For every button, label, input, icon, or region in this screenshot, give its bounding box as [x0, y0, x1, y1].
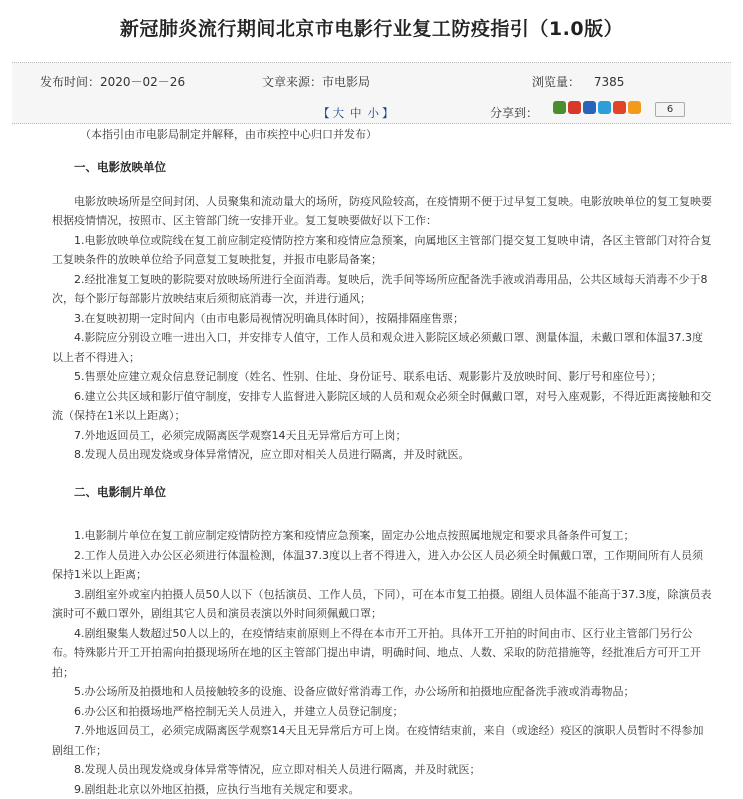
font-size-medium-button[interactable]: 中	[350, 106, 362, 120]
bracket-close: 】	[382, 106, 394, 120]
kaixin-icon[interactable]	[598, 101, 611, 114]
paragraph: 1.电影放映单位或院线在复工前应制定疫情防控方案和疫情应急预案，向属地区主管部门提交复工复映申请，各区主管部门对符合复工复映条件的放映单位给予同意复工复映批复，并报市电影局备案；	[52, 231, 712, 270]
paragraph: 2.工作人员进入办公区必须进行体温检测，体温37.3度以上者不得进入，进入办公区人员必须全时佩戴口罩，工作期间所有人员须保持1米以上距离；	[52, 546, 712, 585]
view-count	[532, 73, 624, 90]
paragraph: 7.外地返回员工，必须完成隔离医学观察14天且无异常后方可上岗；	[52, 426, 712, 446]
paragraph: 3.剧组室外或室内拍摄人员50人以下（包括演员、工作人员，下同），可在本市复工拍摄。剧组人员体温不能高于37.3度，除演员表演时可不戴口罩外，剧组其它人员和演员表演以外时间须佩戴口罩；	[52, 585, 712, 624]
article-note: （本指引由市电影局制定并解释，由市疾控中心归口并发布）	[80, 126, 377, 142]
paragraph: 9.剧组赴北京以外地区拍摄，应执行当地有关规定和要求。	[52, 780, 712, 799]
section-heading: 二、电影制片单位	[52, 483, 712, 503]
paragraph: 1.电影制片单位在复工前应制定疫情防控方案和疫情应急预案，固定办公地点按照属地规定和要求具备条件可复工；	[52, 526, 712, 546]
renren-icon[interactable]	[583, 101, 596, 114]
article-body	[52, 158, 712, 799]
publish-date: 发布时间：2020－02－26	[40, 73, 185, 90]
section-heading: 一、电影放映单位	[52, 158, 712, 178]
paragraph: 6.办公区和拍摄场地严格控制无关人员进入，并建立人员登记制度；	[52, 702, 712, 722]
font-size-control	[318, 105, 394, 121]
font-size-large-button[interactable]: 大	[333, 106, 345, 120]
paragraph: 电影放映场所是空间封闭、人员聚集和流动量大的场所，防疫风险较高，在疫情期不便于过早复工复映。电影放映单位的复工复映要根据疫情情况，按照市、区主管部门统一安排开业。复工复映要做好以下工作：	[52, 192, 712, 231]
view-count-value: 7385	[594, 75, 625, 89]
article-source: 文章来源：市电影局	[262, 73, 370, 90]
paragraph: 8.发现人员出现发烧或身体异常等情况，应立即对相关人员进行隔离，并及时就医；	[52, 760, 712, 780]
share-label: 分享到：	[490, 104, 538, 121]
more-icon[interactable]	[628, 101, 641, 114]
paragraph: 4.影院应分别设立唯一进出入口，并安排专人值守，工作人员和观众进入影院区域必须戴口罩、测量体温，未戴口罩和体温37.3度以上者不得进入；	[52, 328, 712, 367]
paragraph: 7.外地返回员工，必须完成隔离医学观察14天且无异常后方可上岗。在疫情结束前，来自（或途经）疫区的演职人员暂时不得参加剧组工作；	[52, 721, 712, 760]
paragraph: 8.发现人员出现发烧或身体异常情况，应立即对相关人员进行隔离，并及时就医。	[52, 445, 712, 465]
paragraph: 2.经批准复工复映的影院要对放映场所进行全面消毒。复映后，洗手间等场所应配备洗手液或消毒用品，公共区域每天消毒不少于8次，每个影厅每部影片放映结束后须彻底消毒一次，并进行通风；	[52, 270, 712, 309]
weibo-icon[interactable]	[568, 101, 581, 114]
font-size-small-button[interactable]: 小	[368, 106, 380, 120]
share-count[interactable]: 6	[655, 102, 685, 117]
share-icons	[553, 101, 641, 114]
bracket-open: 【	[318, 106, 330, 120]
paragraph: 3.在复映初期一定时间内（由市电影局视情况明确具体时间），按隔排隔座售票；	[52, 309, 712, 329]
paragraph: 4.剧组聚集人数超过50人以上的，在疫情结束前原则上不得在本市开工开拍。具体开工开拍的时间由市、区行业主管部门另行公布。特殊影片开工开拍需向拍摄现场所在地的区主管部门提出申请，明确时间、地点、人数、采取的防范措施等，经批准后方可开工开拍；	[52, 624, 712, 683]
paragraph: 5.售票处应建立观众信息登记制度（姓名、性别、住址、身份证号、联系电话、观影影片及放映时间、影厅号和座位号）；	[52, 367, 712, 387]
paragraph: 6.建立公共区域和影厅值守制度，安排专人监督进入影院区域的人员和观众必须全时佩戴口罩，对号入座观影，不得近距离接触和交流（保持在1米以上距离）；	[52, 387, 712, 426]
view-count-label: 浏览量：	[532, 75, 580, 89]
tqq-icon[interactable]	[613, 101, 626, 114]
article-title: 新冠肺炎流行期间北京市电影行业复工防疫指引（1.0版）	[0, 14, 743, 41]
paragraph: 5.办公场所及拍摄地和人员接触较多的设施、设备应做好常消毒工作，办公场所和拍摄地应配备洗手液或消毒物品；	[52, 682, 712, 702]
qzone-icon[interactable]	[553, 101, 566, 114]
